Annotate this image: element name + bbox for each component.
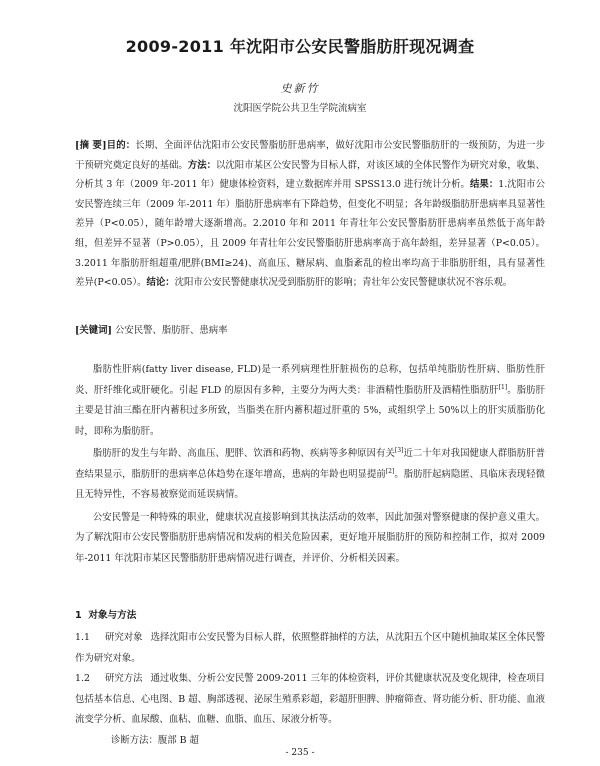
objective-text: 长期、全面评估沈阳市公安民警脂肪肝患病率，做好沈阳市公安民警脂肪肝的一级预防，为进一步干预研究奠定良好的基础。 (75, 140, 545, 171)
section-number: 1 (75, 610, 82, 621)
intro-text: 脂肪性肝病(fatty liver disease, FLD)是一系列病理性肝脏损伤的总称，包括单纯脂肪性肝病、脂肪性肝炎、肝纤维化或肝硬化。引起 FLD 的原因有多种，主要分为两大类：非酒精性脂肪肝及酒精性脂肪肝 (75, 364, 545, 396)
section-heading (75, 607, 545, 621)
intro-text: 公安民警是一种特殊的职业，健康状况直接影响到其执法活动的效率，因此加强对警察健康的保护意义重大。为了解沈阳市公安民警脂肪肝患病情况和发病的相关危险因素，更好地开展脂肪肝的预防和控制工作，拟对 2009 年-2011 年沈阳市某区民警脂肪肝患病情况进行调查，并评价、分析相关因素。 (75, 511, 545, 564)
intro-text: 。脂肪肝主要是甘油三酯在肝内蓄积过多所致，当脂类在肝内蓄积超过肝重的 5%，或组织学上 50%以上的肝实质脂肪化时，即称为脂肪肝。 (75, 384, 545, 437)
intro-paragraph (75, 360, 545, 442)
subsection-text: 通过收集、分析公安民警 2009-2011 三年的体检资料，评价其健康状况及变化规律，检查项目包括基本信息、心电图、B 超、胸部透视、泌尿生殖系彩超，彩超肝胆脾、肿瘤筛查、肾功能分析、肝功能、血液流变学分析、血尿酸、血粘、血糖、血脂、血压、尿液分析等。 (75, 673, 545, 725)
citation: [3] (394, 446, 404, 454)
subsection-number: 1.2 (75, 673, 90, 684)
introduction (75, 360, 545, 571)
conclusion-label: 结论： (146, 277, 175, 289)
intro-text: 近二十年对我国健康人群脂肪肝普查结果显示，脂肪肝的患病率总体趋势在逐年增高，患病的年龄也明显提前 (75, 448, 545, 480)
page-number: - 235 - (285, 748, 315, 758)
author-affiliation: 沈阳医学院公共卫生学院流病室 (233, 103, 367, 114)
subsection-1-2 (75, 669, 545, 731)
conclusion-text: 沈阳市公安民警健康状况受到脂肪肝的影响；青壮年公安民警健康状况不容乐观。 (174, 277, 513, 289)
keywords (75, 322, 545, 340)
subsection-label: 研究对象 (105, 632, 143, 643)
subsection-label: 研究方法 (105, 673, 143, 684)
author-name: 史新竹 (280, 82, 320, 95)
result-label: 结果： (469, 179, 499, 191)
subsection-text: 选择沈阳市公安民警为目标人群，依照整群抽样的方法，从沈阳五个区中随机抽取某区全体民警作为研究对象。 (75, 632, 545, 664)
subsection-1-1 (75, 628, 545, 669)
keywords-text: 公安民警、脂肪肝、患病率 (114, 325, 228, 336)
intro-text: 脂肪肝的发生与年龄、高血压、肥胖、饮酒和药物、疾病等多种原因有关 (92, 448, 395, 459)
citation: [1] (498, 383, 508, 391)
keywords-label: [关键词] (75, 325, 112, 336)
abstract (75, 136, 545, 293)
intro-paragraph (75, 444, 545, 506)
result-text: 1.沈阳市公安民警连续三年（2009 年-2011 年）脂肪肝患病率有下降趋势，但变化不明显；各年龄级脂肪肝患病率具显著性差异（P<0.05），随年龄增大逐渐增高。2.2010 年和 2011 年青壮年公安民警脂肪肝患病率虽然低于高年龄组，但差异不显著（P>0.05），且 2009 年青壮年公安民警脂肪肝患病率高于高年龄组，差异显著（P<0.05）。3.2011 年脂肪肝组超重/肥胖(BMI≥24)、高血压、糖尿病、血脂紊乱的检出率均高于非脂肪肝组，具有显著性差异(P<0.05）。 (75, 179, 545, 289)
paper-title: 2009-2011 年沈阳市公安民警脂肪肝现况调查 (125, 37, 475, 56)
diagnosis-method: 诊断方法：腹部 B 超 (111, 734, 199, 746)
section-title: 对象与方法 (88, 610, 137, 621)
intro-text: 。脂肪肝起病隐匿、具临床表现轻微且无特异性，不容易被察觉而延误病情。 (75, 468, 545, 500)
subsection-number: 1.1 (75, 632, 90, 643)
objective-label: 目的： (106, 140, 136, 151)
intro-paragraph (75, 508, 545, 570)
method-text: 以沈阳市某区公安民警为目标人群，对该区域的全体民警作为研究对象，收集、分析其 3 年（2009 年-2011 年）健康体检资料，建立数据库并用 SPSS13.0 进行统计分析。 (75, 159, 545, 191)
method-label: 方法： (187, 159, 216, 171)
methods (75, 628, 545, 751)
abstract-label: [摘 要] (75, 140, 107, 151)
citation: [2] (385, 467, 395, 475)
